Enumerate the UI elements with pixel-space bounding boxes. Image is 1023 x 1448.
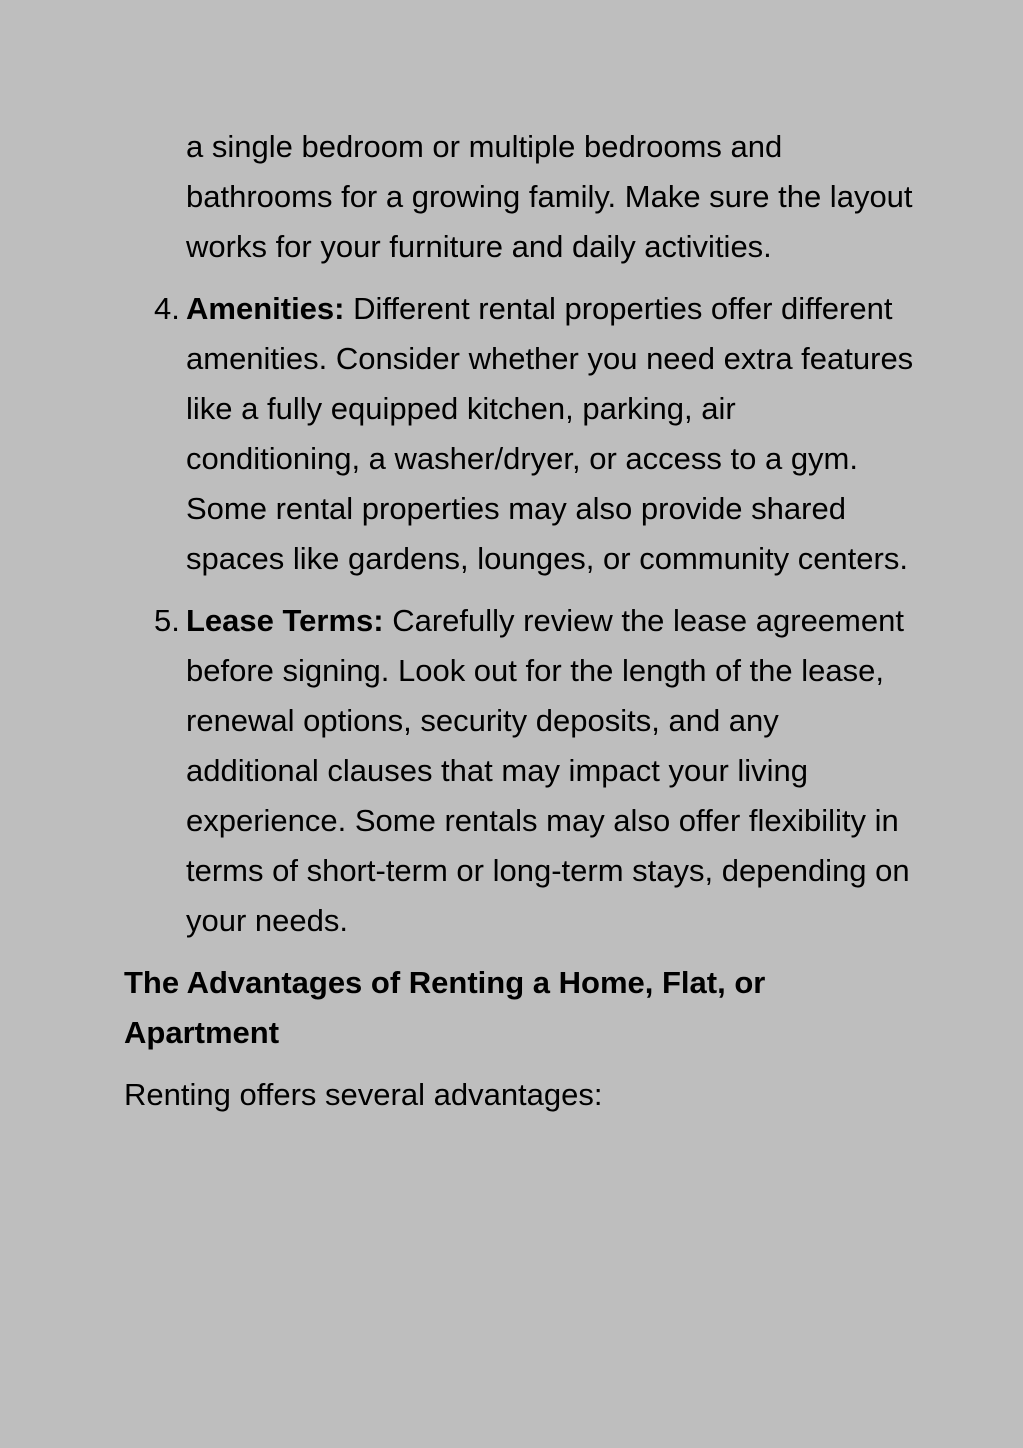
list-text: Different rental properties offer different amenities. Consider whether you need extra features like a fully equipped kitchen, parking, air conditioning, a washer/dryer, or access to a gym. Some rental properties may also provide shared spaces like gardens, lounges, or community centers.	[186, 291, 914, 576]
list-item-lease-terms	[124, 596, 914, 946]
list-number: 5.	[154, 603, 180, 638]
continued-list-text: a single bedroom or multiple bedrooms and bathrooms for a growing family. Make sure the layout works for your furniture and daily activities.	[186, 129, 913, 264]
list-number: 4.	[154, 291, 180, 326]
list-text: Carefully review the lease agreement before signing. Look out for the length of the lease, renewal options, security deposits, and any additional clauses that may impact your living experience. Some rentals may also offer flexibility in terms of short-term or long-term stays, depending on your needs.	[186, 603, 910, 938]
section-heading: The Advantages of Renting a Home, Flat, or Apartment	[124, 965, 766, 1050]
list-term: Lease Terms:	[186, 603, 384, 638]
list-item-amenities	[124, 284, 914, 584]
document-content	[124, 122, 914, 1120]
section-intro: Renting offers several advantages:	[124, 1077, 603, 1112]
list-term: Amenities:	[186, 291, 345, 326]
